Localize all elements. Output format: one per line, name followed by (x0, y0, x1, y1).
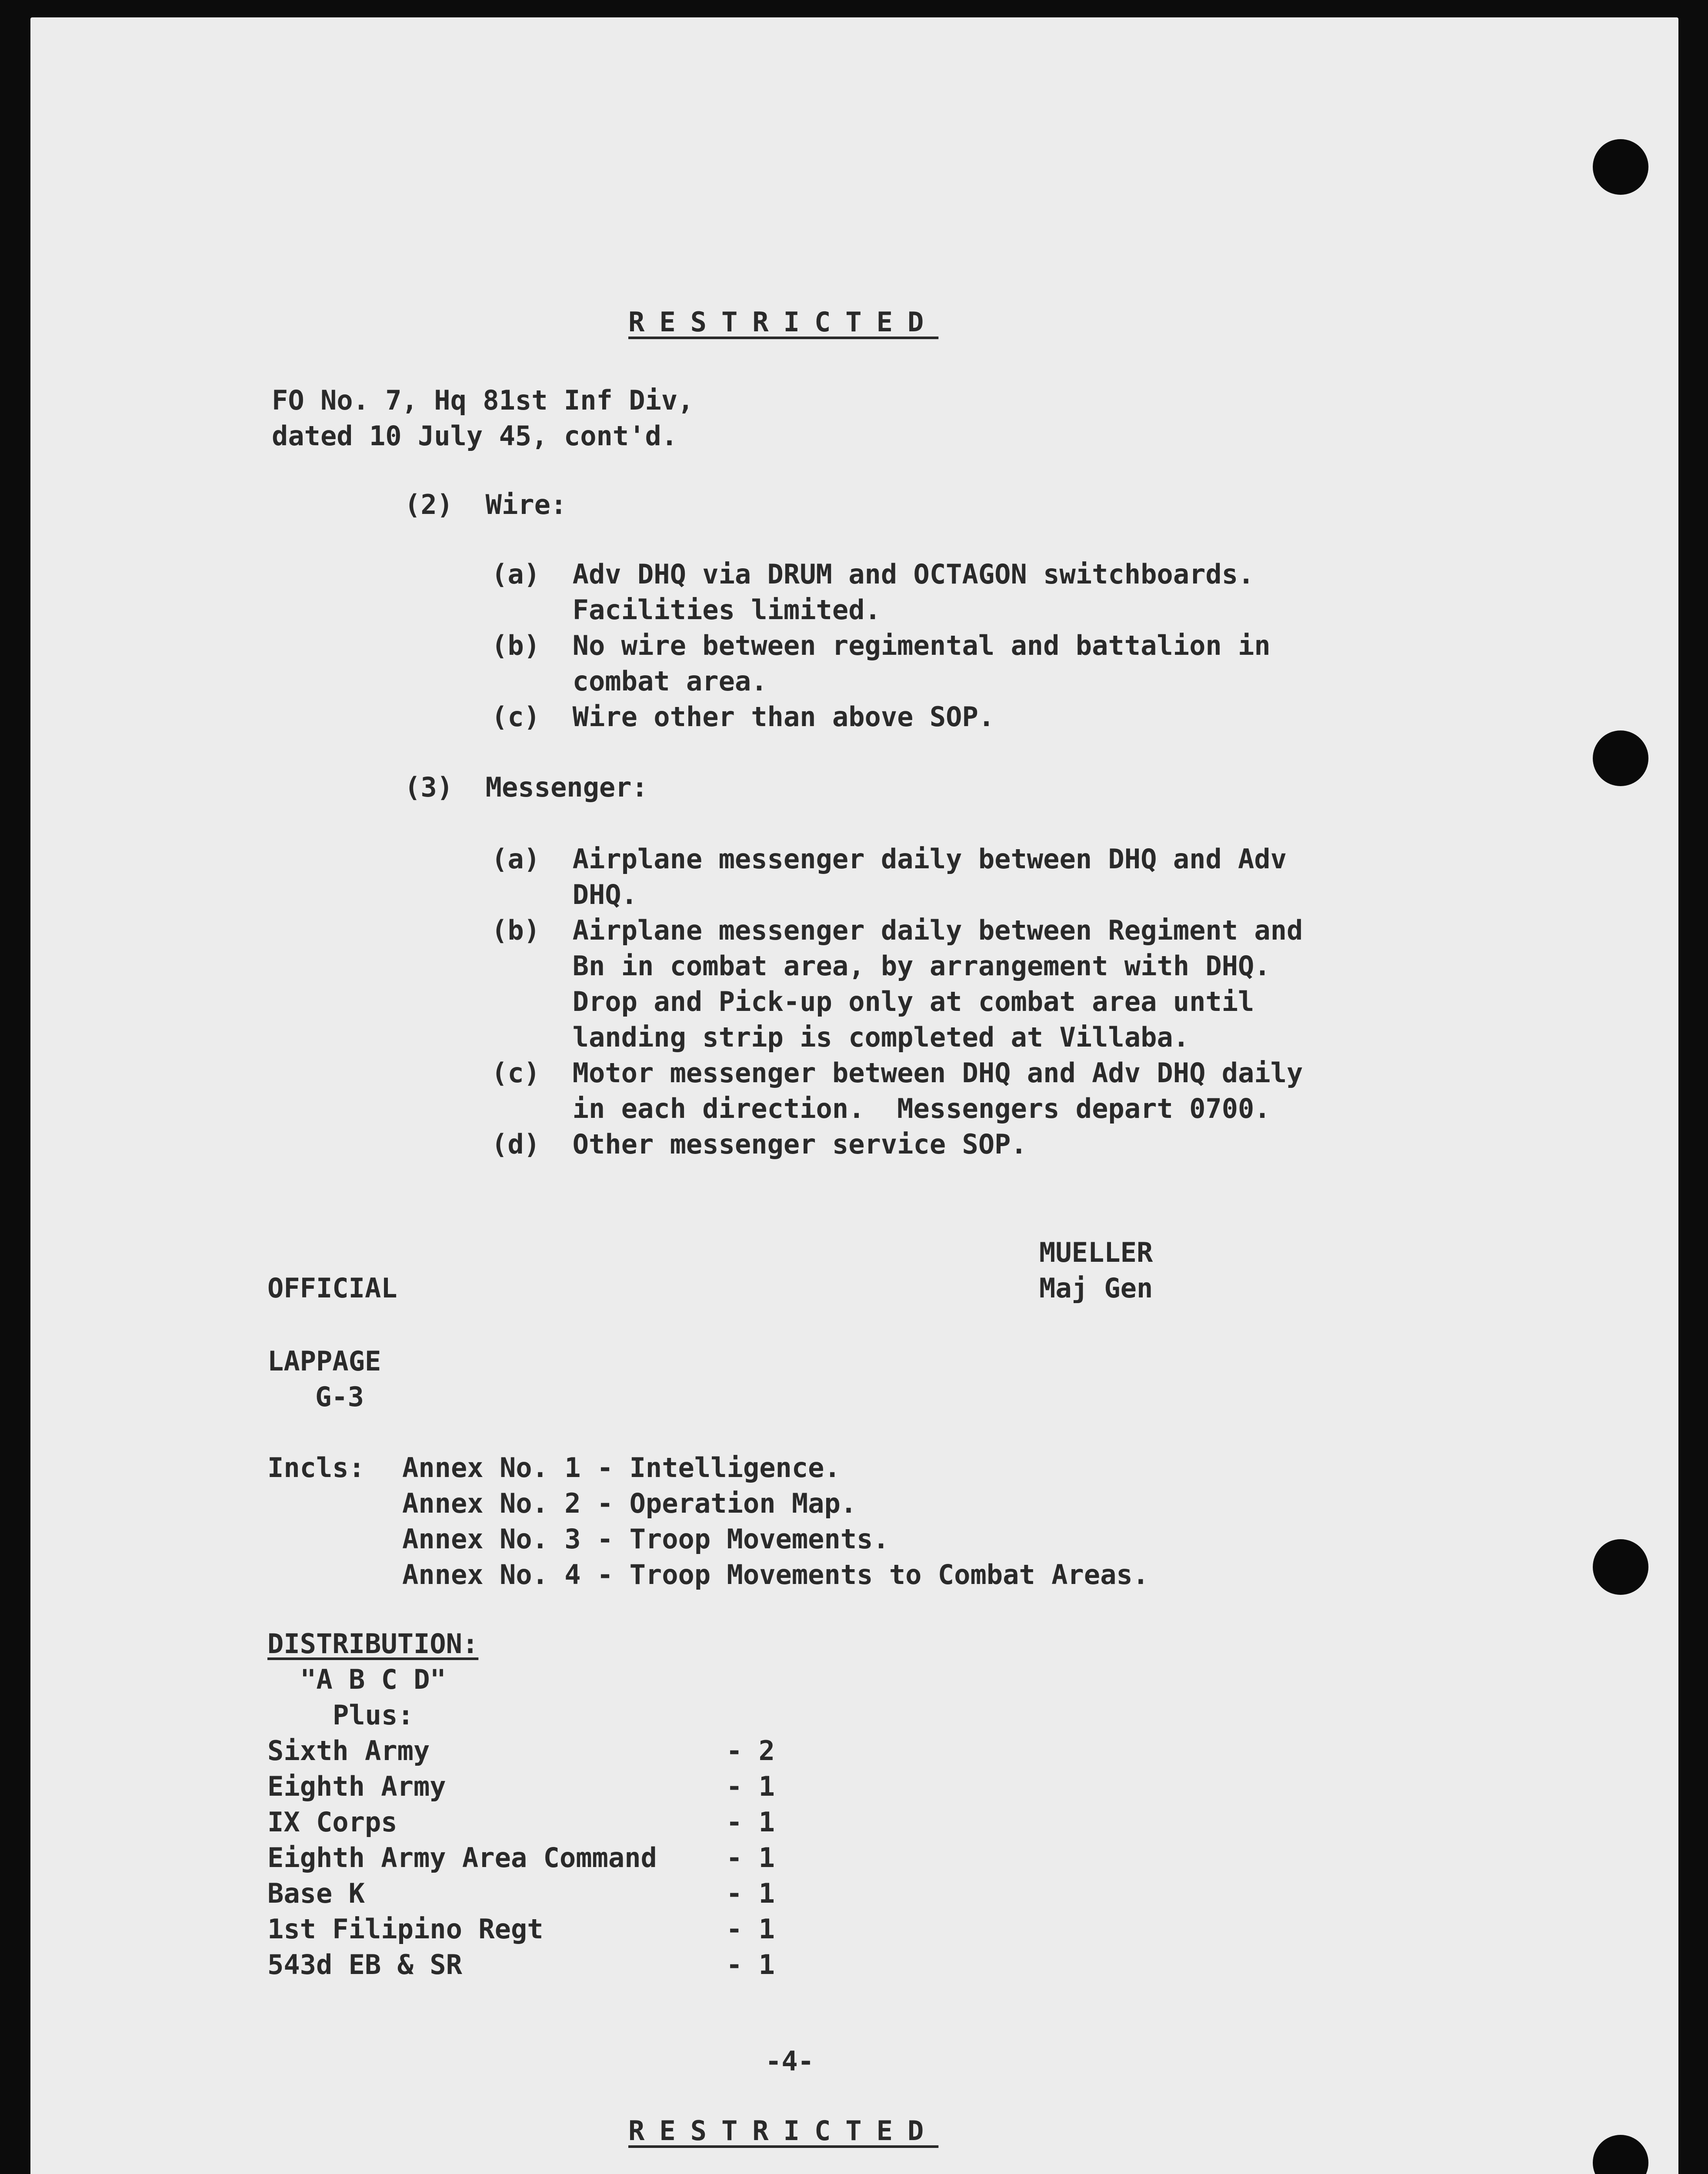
official-label: OFFICIAL (267, 1272, 397, 1304)
messenger-item: DHQ. (491, 879, 637, 910)
messenger-item: (d) Other messenger service SOP. (491, 1128, 1027, 1160)
distribution-unit: Eighth Army Area Command (267, 1842, 657, 1874)
annex-item: Annex No. 3 - Troop Movements. (402, 1523, 889, 1555)
distribution-unit: Eighth Army (267, 1771, 446, 1802)
reference-line-2: dated 10 July 45, cont'd. (272, 420, 678, 452)
classification-footer: RESTRICTED (628, 2115, 939, 2147)
classification-header: RESTRICTED (628, 306, 939, 338)
annex-item: Annex No. 1 - Intelligence. (402, 1452, 841, 1484)
wire-item: (c) Wire other than above SOP. (491, 701, 995, 733)
signatory-name: MUELLER (1039, 1237, 1153, 1268)
wire-item: combat area. (491, 665, 767, 697)
messenger-item: (a) Airplane messenger daily between DHQ and Adv (491, 843, 1287, 875)
inclosures-label: Incls: (267, 1452, 365, 1484)
messenger-heading: (3) Messenger: (404, 771, 648, 803)
distribution-unit: Sixth Army (267, 1735, 430, 1767)
wire-item: (a) Adv DHQ via DRUM and OCTAGON switchboards. (491, 558, 1254, 590)
messenger-item: (c) Motor messenger between DHQ and Adv DHQ daily (491, 1057, 1303, 1089)
page-number: -4- (765, 2045, 814, 2077)
annex-item: Annex No. 2 - Operation Map. (402, 1487, 857, 1519)
distribution-heading: DISTRIBUTION: (267, 1628, 479, 1660)
distribution-count: - 2 (726, 1735, 775, 1767)
punch-hole (1593, 2135, 1648, 2174)
distribution-unit: 1st Filipino Regt (267, 1913, 544, 1945)
messenger-item: landing strip is completed at Villaba. (491, 1021, 1190, 1053)
distribution-count: - 1 (726, 1771, 775, 1802)
wire-item: (b) No wire between regimental and battalion in (491, 630, 1271, 661)
reference-line-1: FO No. 7, Hq 81st Inf Div, (272, 384, 694, 416)
distribution-codes: "A B C D" (300, 1664, 446, 1695)
distribution-count: - 1 (726, 1913, 775, 1945)
distribution-count: - 1 (726, 1842, 775, 1874)
messenger-item: (b) Airplane messenger daily between Regiment and (491, 914, 1303, 946)
distribution-unit: 543d EB & SR (267, 1949, 462, 1981)
official-office: G-3 (315, 1381, 364, 1413)
distribution-count: - 1 (726, 1806, 775, 1838)
punch-hole (1593, 139, 1648, 195)
document-page (30, 17, 1678, 2174)
distribution-count: - 1 (726, 1949, 775, 1981)
punch-hole (1593, 1539, 1648, 1595)
messenger-item: Bn in combat area, by arrangement with DHQ. (491, 950, 1271, 982)
distribution-plus: Plus: (333, 1699, 414, 1731)
distribution-unit: IX Corps (267, 1806, 397, 1838)
official-name: LAPPAGE (267, 1345, 381, 1377)
punch-hole (1593, 730, 1648, 786)
distribution-unit: Base K (267, 1877, 365, 1909)
wire-item: Facilities limited. (491, 594, 881, 626)
messenger-item: Drop and Pick-up only at combat area until (491, 986, 1254, 1017)
annex-item: Annex No. 4 - Troop Movements to Combat Areas. (402, 1559, 1149, 1590)
distribution-count: - 1 (726, 1877, 775, 1909)
messenger-item: in each direction. Messengers depart 0700. (491, 1093, 1271, 1124)
signatory-rank: Maj Gen (1039, 1272, 1153, 1304)
wire-heading: (2) Wire: (404, 489, 567, 520)
